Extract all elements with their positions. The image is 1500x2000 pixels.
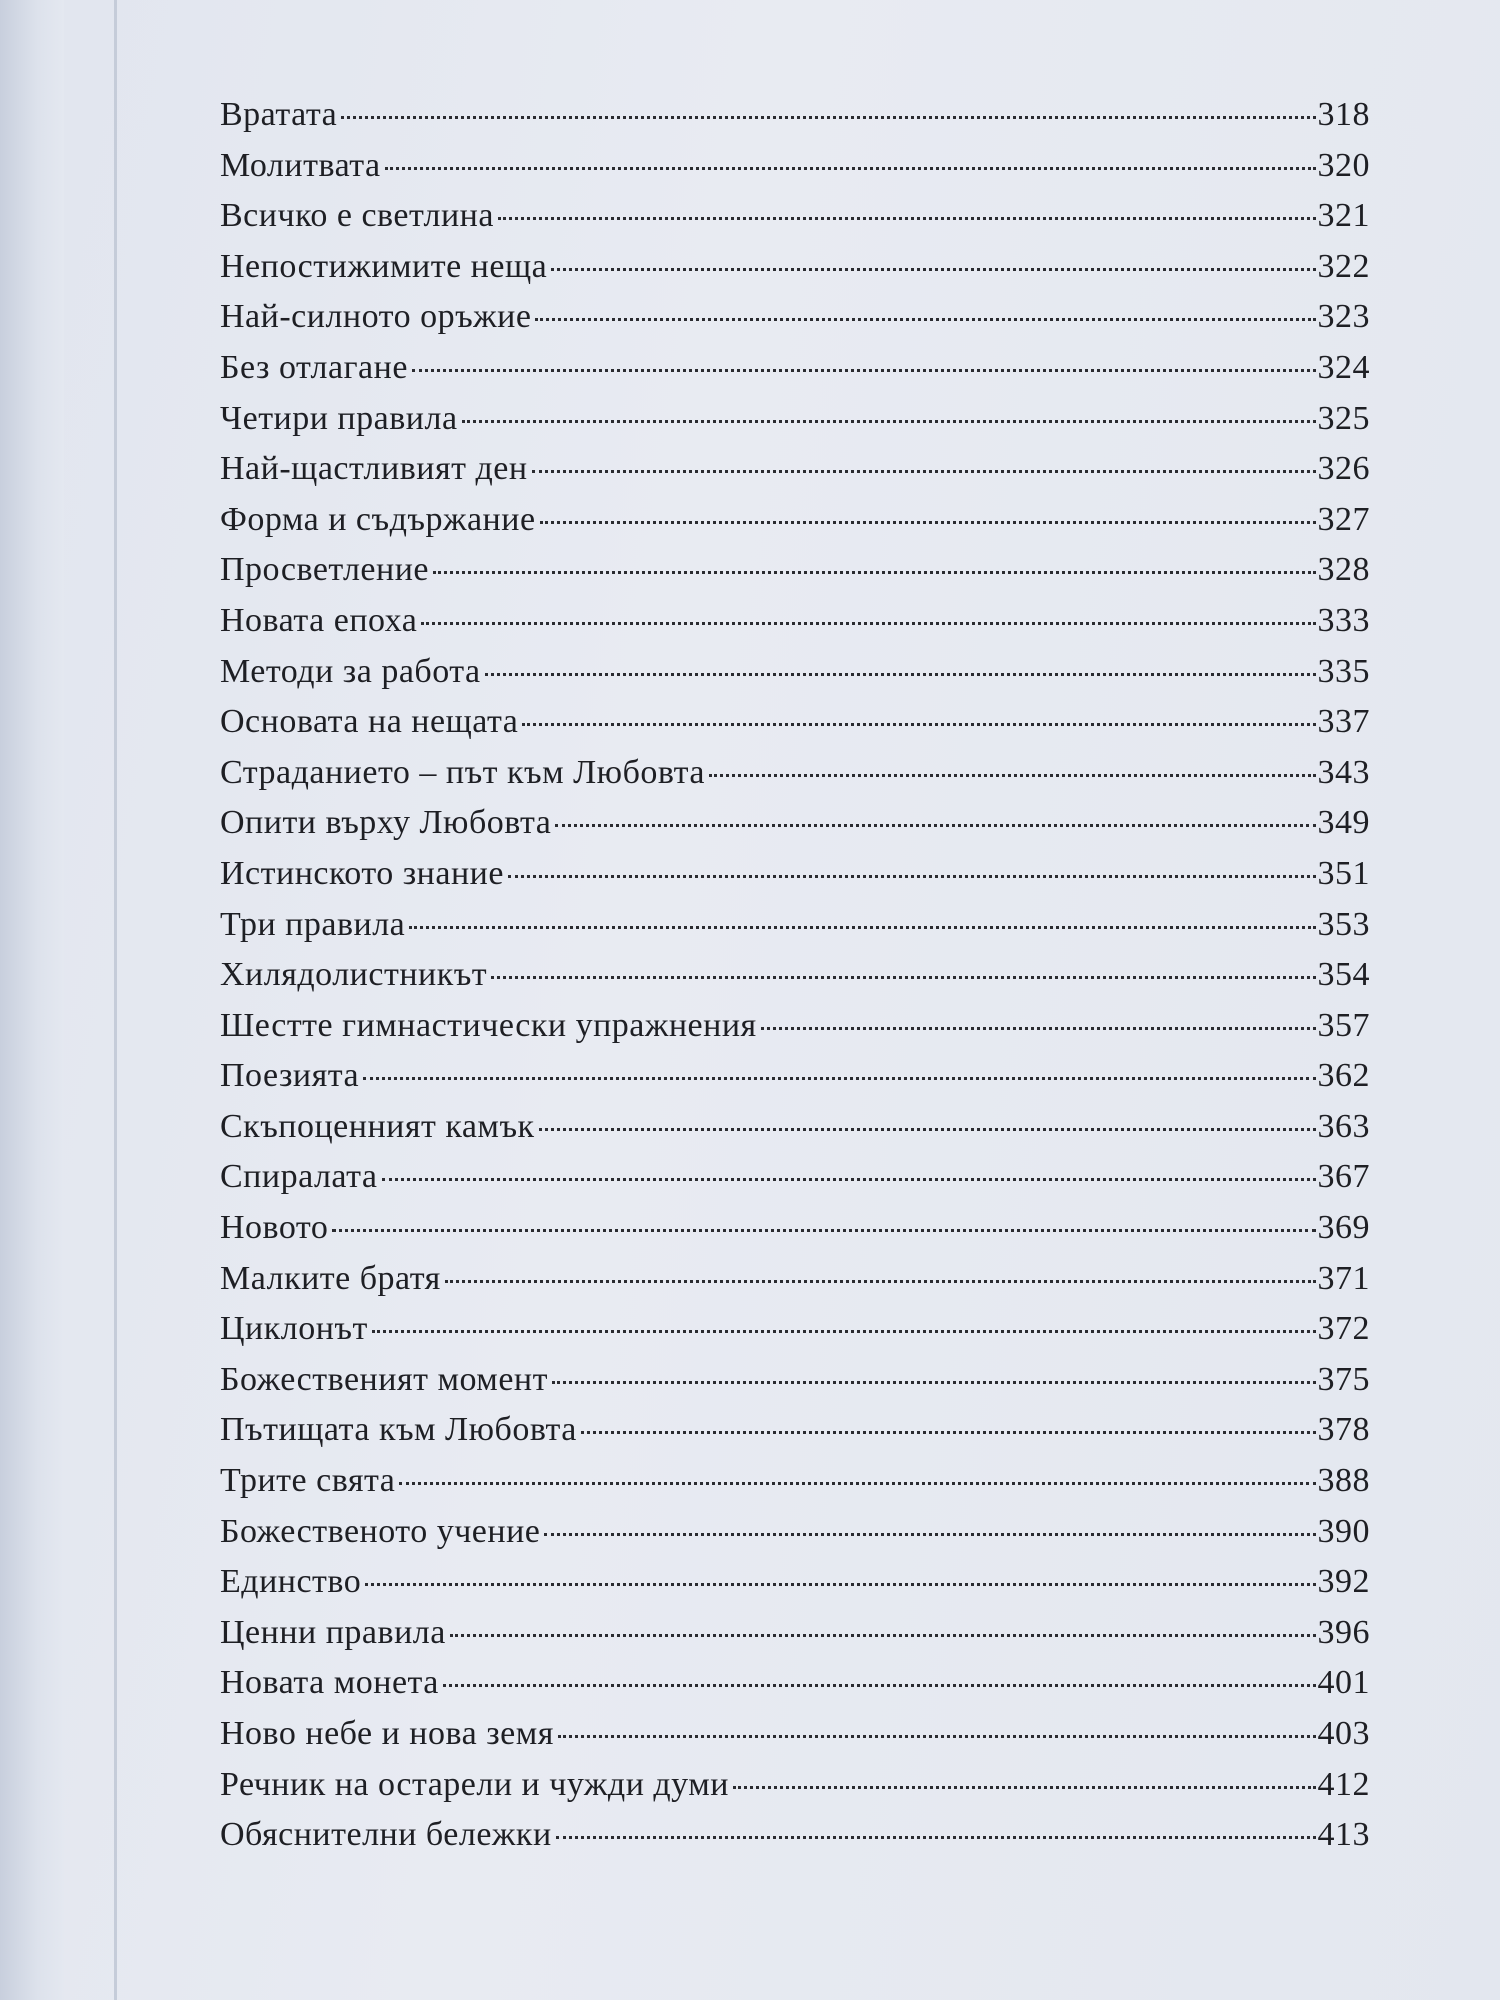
toc-entry-page: 318 bbox=[1317, 96, 1370, 133]
toc-entry-page: 357 bbox=[1317, 1006, 1370, 1044]
toc-leader-dots bbox=[409, 926, 1315, 929]
toc-leader-dots bbox=[421, 622, 1315, 625]
toc-leader-dots bbox=[443, 1684, 1316, 1687]
toc-leader-dots bbox=[332, 1229, 1315, 1232]
toc-leader-dots bbox=[412, 369, 1316, 372]
toc-leader-dots bbox=[462, 420, 1316, 423]
toc-entry bbox=[220, 1664, 1370, 1715]
toc-entry-page: 325 bbox=[1317, 399, 1370, 437]
toc-entry-title: Поезията bbox=[220, 1057, 360, 1095]
toc-entry-title: Циклонът bbox=[220, 1310, 368, 1348]
toc-entry-page: 343 bbox=[1317, 753, 1370, 791]
toc-entry-page: 323 bbox=[1317, 298, 1370, 336]
toc-leader-dots bbox=[556, 1836, 1316, 1839]
toc-leader-dots bbox=[445, 1280, 1316, 1283]
toc-entry-title: Божественият момент bbox=[220, 1360, 548, 1398]
toc-entry bbox=[220, 1563, 1370, 1614]
toc-entry bbox=[220, 551, 1370, 602]
toc-entry-page: 328 bbox=[1317, 551, 1370, 589]
toc-entry bbox=[220, 1614, 1370, 1665]
toc-entry-page: 388 bbox=[1317, 1462, 1370, 1500]
toc-entry bbox=[220, 1816, 1370, 1867]
toc-leader-dots bbox=[372, 1330, 1316, 1333]
toc-entry-title: Просветление bbox=[220, 551, 429, 589]
toc-entry bbox=[220, 400, 1370, 451]
toc-entry bbox=[220, 349, 1370, 400]
toc-entry-title: Непостижимите неща bbox=[220, 247, 548, 285]
toc-entry bbox=[220, 1108, 1370, 1159]
toc-entry-title: Всичко е светлина bbox=[220, 197, 494, 235]
toc-leader-dots bbox=[709, 774, 1316, 777]
toc-entry-page: 390 bbox=[1317, 1512, 1370, 1550]
toc-entry-title: Най-щастливият ден bbox=[220, 450, 528, 488]
toc-entry bbox=[220, 1007, 1370, 1058]
toc-entry-title: Новата епоха bbox=[220, 601, 418, 639]
toc-leader-dots bbox=[385, 167, 1316, 170]
toc-entry bbox=[220, 1209, 1370, 1260]
toc-entry bbox=[220, 1310, 1370, 1361]
toc-entry-title: Без отлагане bbox=[220, 348, 408, 386]
toc-entry-page: 403 bbox=[1317, 1715, 1370, 1752]
toc-entry bbox=[220, 450, 1370, 501]
toc-leader-dots bbox=[498, 217, 1316, 220]
toc-entry bbox=[220, 1361, 1370, 1412]
toc-entry-title: Пътищата към Любовта bbox=[220, 1411, 577, 1449]
toc-entry-page: 322 bbox=[1317, 247, 1370, 285]
toc-entry bbox=[220, 906, 1370, 957]
toc-entry-title: Опити върху Любовта bbox=[220, 804, 552, 842]
toc-entry-page: 351 bbox=[1317, 854, 1370, 892]
toc-leader-dots bbox=[382, 1178, 1316, 1181]
table-of-contents bbox=[220, 96, 1370, 1867]
toc-entry-page: 337 bbox=[1317, 703, 1370, 741]
toc-leader-dots bbox=[540, 521, 1316, 524]
toc-entry bbox=[220, 1766, 1370, 1817]
toc-entry bbox=[220, 298, 1370, 349]
toc-entry-title: Четири правила bbox=[220, 399, 458, 437]
toc-entry-page: 326 bbox=[1317, 450, 1370, 488]
page-binding bbox=[114, 0, 117, 2000]
toc-leader-dots bbox=[558, 1735, 1316, 1738]
toc-entry-page: 372 bbox=[1317, 1310, 1370, 1348]
toc-leader-dots bbox=[539, 1128, 1316, 1131]
toc-entry-page: 353 bbox=[1317, 905, 1370, 943]
toc-entry-title: Молитвата bbox=[220, 146, 381, 184]
toc-entry-page: 412 bbox=[1317, 1765, 1370, 1803]
toc-entry-page: 371 bbox=[1317, 1259, 1370, 1297]
toc-entry-title: Обяснителни бележки bbox=[220, 1816, 552, 1854]
toc-entry-title: Единство bbox=[220, 1563, 362, 1601]
toc-entry-title: Новото bbox=[220, 1209, 329, 1247]
toc-leader-dots bbox=[365, 1583, 1315, 1586]
toc-entry-page: 392 bbox=[1317, 1563, 1370, 1601]
toc-leader-dots bbox=[552, 1381, 1316, 1384]
toc-entry bbox=[220, 1057, 1370, 1108]
toc-entry-page: 378 bbox=[1317, 1411, 1370, 1449]
toc-entry bbox=[220, 1462, 1370, 1513]
toc-entry-title: Спиралата bbox=[220, 1158, 378, 1196]
toc-entry bbox=[220, 1513, 1370, 1564]
toc-entry-page: 324 bbox=[1317, 348, 1370, 386]
toc-entry-page: 349 bbox=[1317, 804, 1370, 842]
toc-entry-title: Шестте гимнастически упражнения bbox=[220, 1006, 757, 1044]
toc-entry-page: 354 bbox=[1317, 956, 1370, 994]
toc-entry-title: Новата монета bbox=[220, 1664, 439, 1702]
toc-entry-title: Скъпоценният камък bbox=[220, 1107, 535, 1145]
toc-entry-title: Хилядолистникът bbox=[220, 956, 488, 994]
toc-entry bbox=[220, 653, 1370, 704]
toc-entry-page: 396 bbox=[1317, 1613, 1370, 1651]
toc-entry-page: 321 bbox=[1317, 197, 1370, 235]
toc-entry bbox=[220, 248, 1370, 299]
toc-entry-page: 367 bbox=[1317, 1158, 1370, 1196]
toc-leader-dots bbox=[544, 1533, 1315, 1536]
toc-entry-title: Трите свята bbox=[220, 1462, 396, 1500]
toc-leader-dots bbox=[491, 976, 1315, 979]
toc-leader-dots bbox=[363, 1077, 1315, 1080]
toc-entry-page: 369 bbox=[1317, 1209, 1370, 1247]
toc-entry-title: Истинското знание bbox=[220, 854, 504, 892]
toc-entry bbox=[220, 855, 1370, 906]
toc-leader-dots bbox=[485, 673, 1316, 676]
toc-entry-page: 363 bbox=[1317, 1107, 1370, 1145]
toc-entry bbox=[220, 1715, 1370, 1766]
toc-entry-title: Малките братя bbox=[220, 1259, 441, 1297]
toc-entry-title: Речник на остарели и чужди думи bbox=[220, 1765, 729, 1803]
toc-entry bbox=[220, 1411, 1370, 1462]
toc-entry-title: Вратата bbox=[220, 96, 338, 133]
toc-leader-dots bbox=[551, 268, 1315, 271]
toc-leader-dots bbox=[433, 571, 1316, 574]
toc-entry-page: 335 bbox=[1317, 652, 1370, 690]
toc-leader-dots bbox=[733, 1786, 1316, 1789]
toc-leader-dots bbox=[535, 318, 1315, 321]
toc-entry-page: 413 bbox=[1317, 1816, 1370, 1854]
toc-entry-page: 327 bbox=[1317, 500, 1370, 538]
toc-entry bbox=[220, 956, 1370, 1007]
toc-entry bbox=[220, 1260, 1370, 1311]
toc-entry-title: Страданието – път към Любовта bbox=[220, 753, 705, 791]
toc-entry-title: Три правила bbox=[220, 905, 406, 943]
toc-entry bbox=[220, 602, 1370, 653]
toc-entry bbox=[220, 501, 1370, 552]
toc-entry bbox=[220, 754, 1370, 805]
toc-entry-page: 375 bbox=[1317, 1360, 1370, 1398]
toc-entry bbox=[220, 804, 1370, 855]
toc-entry-page: 333 bbox=[1317, 601, 1370, 639]
toc-leader-dots bbox=[450, 1634, 1316, 1637]
toc-leader-dots bbox=[522, 723, 1315, 726]
toc-entry-page: 401 bbox=[1317, 1664, 1370, 1702]
toc-leader-dots bbox=[508, 875, 1316, 878]
toc-leader-dots bbox=[761, 1027, 1316, 1030]
toc-entry-title: Божественото учение bbox=[220, 1512, 541, 1550]
toc-entry bbox=[220, 703, 1370, 754]
toc-entry-title: Основата на нещата bbox=[220, 703, 519, 741]
toc-entry-title: Ново небе и нова земя bbox=[220, 1715, 554, 1752]
book-spine bbox=[0, 0, 64, 2000]
toc-entry bbox=[220, 147, 1370, 198]
toc-leader-dots bbox=[555, 824, 1315, 827]
toc-leader-dots bbox=[532, 470, 1316, 473]
toc-leader-dots bbox=[399, 1482, 1315, 1485]
toc-entry bbox=[220, 197, 1370, 248]
toc-entry-title: Методи за работа bbox=[220, 652, 481, 690]
toc-entry-page: 320 bbox=[1317, 146, 1370, 184]
toc-entry-page: 362 bbox=[1317, 1057, 1370, 1095]
toc-entry bbox=[220, 96, 1370, 147]
toc-entry-title: Ценни правила bbox=[220, 1613, 446, 1651]
toc-entry-title: Най-силното оръжие bbox=[220, 298, 532, 336]
toc-entry-title: Форма и съдържание bbox=[220, 500, 536, 538]
toc-leader-dots bbox=[341, 116, 1315, 119]
toc-leader-dots bbox=[581, 1431, 1316, 1434]
toc-entry bbox=[220, 1158, 1370, 1209]
